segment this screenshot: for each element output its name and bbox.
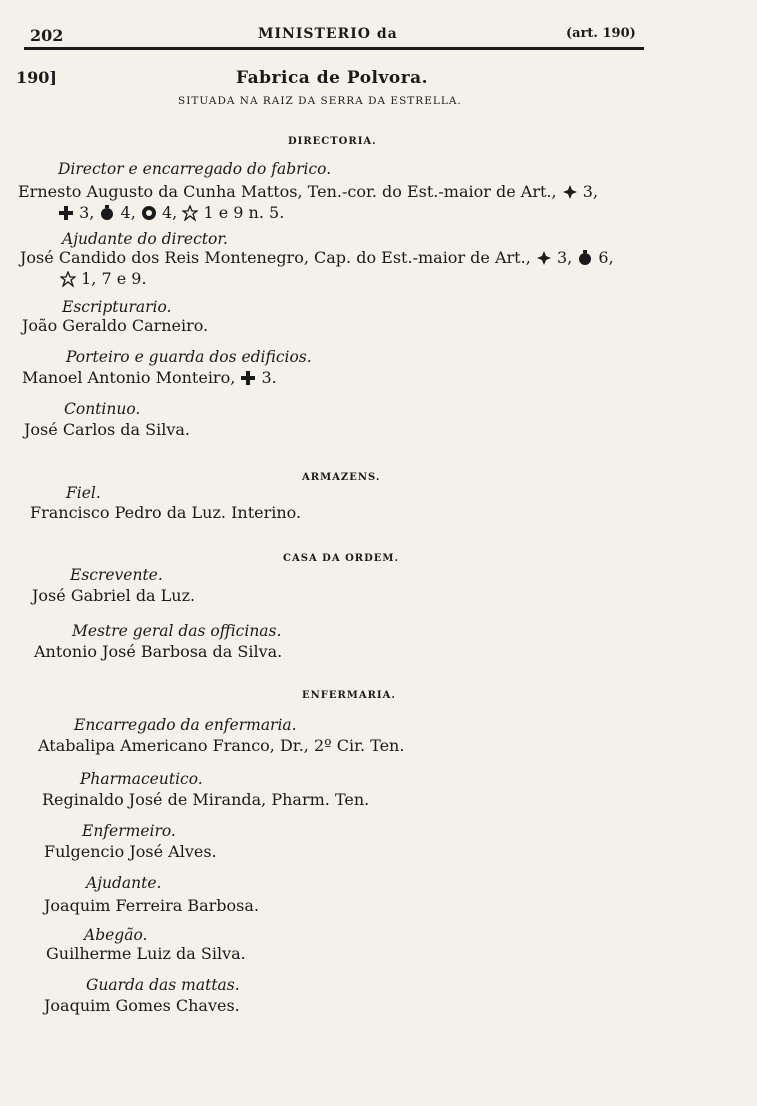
role-abegao: Abegão.: [84, 926, 148, 944]
name-escripturario: João Geraldo Carneiro.: [22, 316, 209, 335]
article-number: 190]: [16, 68, 57, 87]
medal-icon: [577, 250, 593, 266]
section-casa-ordem: CASA DA ORDEM.: [283, 553, 399, 564]
name-mestre: Antonio José Barbosa da Silva.: [34, 642, 283, 661]
name-enfermeiro: Fulgencio José Alves.: [44, 842, 217, 861]
name-escrevente: José Gabriel da Luz.: [32, 586, 196, 605]
order-cross-icon: [562, 184, 578, 200]
star-icon: [60, 271, 76, 287]
name-ajudante: Joaquim Ferreira Barbosa.: [44, 896, 260, 915]
role-fiel: Fiel.: [66, 484, 101, 502]
name-continuo: José Carlos da Silva.: [24, 420, 191, 439]
name-porteiro: Manoel Antonio Monteiro, 3.: [22, 368, 277, 387]
header-rule: [24, 47, 644, 50]
honors-director: 3, 4, 4, 1 e 9 n. 5.: [58, 203, 284, 222]
subtitle: SITUADA NA RAIZ DA SERRA DA ESTRELLA.: [178, 95, 462, 107]
cross-pattee-icon: [240, 370, 256, 386]
article-reference: (art. 190): [566, 26, 636, 41]
role-mestre: Mestre geral das officinas.: [72, 622, 282, 640]
medal-icon: [99, 205, 115, 221]
name-fiel: Francisco Pedro da Luz. Interino.: [30, 503, 302, 522]
order-cross-icon: [536, 250, 552, 266]
name-abegao: Guilherme Luiz da Silva.: [46, 944, 246, 963]
section-directoria: DIRECTORIA.: [288, 136, 377, 147]
role-enfermeiro: Enfermeiro.: [82, 822, 176, 840]
name-guarda-mattas: Joaquim Gomes Chaves.: [44, 996, 240, 1015]
role-pharmaceutico: Pharmaceutico.: [80, 770, 203, 788]
role-escrevente: Escrevente.: [70, 566, 163, 584]
section-armazens: ARMAZENS.: [302, 472, 381, 483]
page-number: 202: [30, 26, 64, 45]
name-ajudante-director: José Candido dos Reis Montenegro, Cap. do Est.-maior de Art., 3, 6,: [20, 248, 614, 267]
cross-pattee-icon: [58, 205, 74, 221]
page-title: Fabrica de Polvora.: [236, 68, 429, 88]
section-enfermaria: ENFERMARIA.: [302, 690, 396, 701]
role-guarda-mattas: Guarda das mattas.: [86, 976, 240, 994]
name-director: Ernesto Augusto da Cunha Mattos, Ten.-cor. do Est.-maior de Art., 3,: [18, 182, 599, 201]
role-encarregado-enfermaria: Encarregado da enfermaria.: [74, 716, 297, 734]
role-continuo: Continuo.: [64, 400, 141, 418]
honors-ajudante-director: 1, 7 e 9.: [60, 269, 147, 288]
name-encarregado-enfermaria: Atabalipa Americano Franco, Dr., 2º Cir. Ten.: [38, 736, 405, 755]
role-escripturario: Escripturario.: [62, 298, 172, 316]
medallion-icon: [141, 205, 157, 221]
running-title: MINISTERIO da: [258, 26, 398, 42]
role-director: Director e encarregado do fabrico.: [58, 160, 332, 178]
role-ajudante: Ajudante.: [86, 874, 162, 892]
name-pharmaceutico: Reginaldo José de Miranda, Pharm. Ten.: [42, 790, 370, 809]
star-icon: [182, 205, 198, 221]
role-porteiro: Porteiro e guarda dos edificios.: [66, 348, 312, 366]
role-ajudante-director: Ajudante do director.: [62, 230, 228, 248]
